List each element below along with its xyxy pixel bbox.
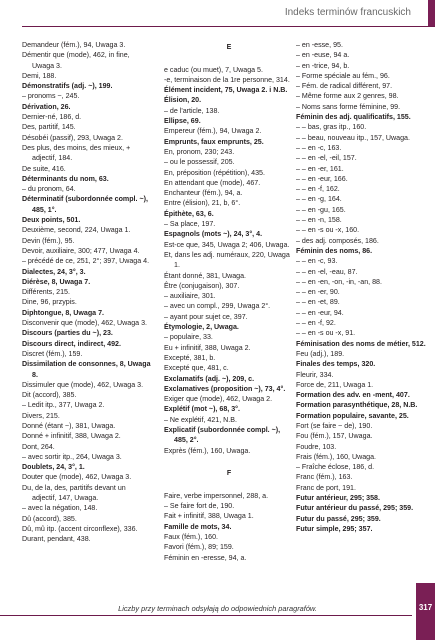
index-entry: Discret (fém.), 159.: [22, 349, 83, 358]
index-entry: – de l'article, 138.: [164, 106, 220, 115]
index-entry: Eu + infinitif, 388, Uwaga 2.: [164, 343, 251, 352]
index-entry: Discours direct, indirect, 492.: [22, 339, 121, 348]
index-entry: – – beau, nouveau itp., 157, Uwaga.: [296, 133, 410, 142]
index-entry: Démentir que (mode), 462, in fine, Uwaga 3.: [22, 51, 130, 70]
index-entry: – – en -eur, 94.: [296, 308, 344, 317]
index-entry: Diphtongue, 8, Uwaga 7.: [22, 308, 104, 317]
index-entry: Dialectes, 24, 3°, 3.: [22, 267, 86, 276]
index-entry: – – en -el, -eau, 87.: [296, 267, 358, 276]
index-entry: Empereur (fém.), 94, Uwaga 2.: [164, 127, 262, 136]
index-entry: Exclamatifs (adj. ~), 209, c.: [164, 374, 255, 383]
index-entry: Divers, 215.: [22, 411, 60, 420]
index-entry: – Même forme aux 2 genres, 98.: [296, 92, 399, 101]
index-entry: Famille de mots, 34.: [164, 522, 232, 531]
index-entry: Est-ce que, 345, Uwaga 2; 406, Uwaga.: [164, 240, 290, 249]
index-entry: – populaire, 33.: [164, 333, 213, 342]
index-entry: Être (conjugaison), 307.: [164, 281, 240, 290]
index-entry: – pronoms ~, 245.: [22, 92, 80, 101]
index-entry: Épithète, 63, 6.: [164, 209, 214, 218]
index-entry: Désobéi (passif), 293, Uwaga 2.: [22, 133, 123, 142]
index-entry: Favori (fém.), 89; 159.: [164, 543, 234, 552]
index-entry: – – en -eur, 166.: [296, 174, 348, 183]
index-entry: Franc de port, 191.: [296, 483, 356, 492]
index-entry: Durant, pendant, 438.: [22, 535, 91, 544]
index-entry: Force de, 211, Uwaga 1.: [296, 380, 374, 389]
index-entry: Féminisation des noms de métier, 512.: [296, 339, 426, 348]
index-entry: Diérèse, 8, Uwaga 7.: [22, 277, 91, 286]
footer-rule: [0, 615, 412, 616]
index-entry: Dû (accord), 385.: [22, 514, 77, 523]
index-entry: Futur du passé, 295; 359.: [296, 514, 381, 523]
index-entry: – – en -s ou -x, 91.: [296, 329, 356, 338]
index-entry: Dit (accord), 385.: [22, 391, 77, 400]
index-entry: – – en -er, 90.: [296, 288, 340, 297]
index-entry: Deux points, 501.: [22, 216, 81, 225]
index-entry: – en -euse, 94 a.: [296, 51, 350, 60]
index-entry: Entre (élision), 21, b, 6°.: [164, 199, 241, 208]
index-entry: Doublets, 24, 3°, 1.: [22, 463, 85, 472]
index-entry: Deuxième, second, 224, Uwaga 1.: [22, 226, 131, 235]
index-entry: Étymologie, 2, Uwaga.: [164, 323, 239, 332]
index-entry: Disconvenir que (mode), 462, Uwaga 3.: [22, 319, 147, 328]
index-entry: Dû, mû itp. (accent circonflexe), 336.: [22, 524, 138, 533]
index-entry: – – en -f, 92.: [296, 319, 336, 328]
index-entry: – Ledit itp., 377, Uwaga 2.: [22, 401, 105, 410]
index-entry: Différents, 215.: [22, 288, 70, 297]
page-header-title: Indeks terminów francuskich: [284, 7, 411, 18]
index-entry: Fort (se faire ~ de), 190.: [296, 421, 373, 430]
index-entry: Féminin des noms, 86.: [296, 246, 373, 255]
index-entry: Démonstratifs (adj. ~), 199.: [22, 82, 113, 91]
index-entry: – – bas, gras itp., 160.: [296, 123, 367, 132]
index-column-3: [296, 40, 426, 534]
index-entry: Futur antérieur du passé, 295; 359.: [296, 504, 414, 513]
index-entry: Demi, 188.: [22, 71, 57, 80]
index-entry: Formation des adv. en -ment, 407.: [296, 391, 410, 400]
index-entry: Formation parasynthétique, 28, N.B.: [296, 401, 418, 410]
index-entry: – – en -c, 93.: [296, 257, 338, 266]
index-entry: – en -esse, 95.: [296, 41, 343, 49]
index-entry: Faux (fém.), 160.: [164, 532, 219, 541]
index-entry: – – en -n, 158.: [296, 216, 342, 225]
index-entry: Foudre, 103.: [296, 442, 337, 451]
index-entry: [164, 456, 294, 466]
index-entry: – – en -g, 164.: [296, 195, 342, 204]
index-entry: Dont, 264.: [22, 442, 55, 451]
index-entry: – Noms sans forme féminine, 99.: [296, 102, 401, 111]
index-entry: – – en -s ou -x, 160.: [296, 226, 360, 235]
index-entry: [164, 54, 294, 64]
index-entry: Fait + infinitif, 388, Uwaga 1.: [164, 512, 254, 521]
index-entry: Exclamatives (proposition ~), 73, 4°.: [164, 384, 286, 393]
index-entry: Élision, 20.: [164, 96, 202, 105]
index-entry: Espagnols (mots ~), 24, 3°, 4.: [164, 230, 263, 239]
index-entry: – Se faire fort de, 190.: [164, 502, 235, 511]
index-entry: Discours (parties du ~), 23.: [22, 329, 113, 338]
index-entry: Futur simple, 295; 357.: [296, 524, 373, 533]
index-entry: Déterminants du nom, 63.: [22, 174, 109, 183]
header-color-tab: [428, 0, 435, 26]
index-entry: – Ne explétif, 421, N.B.: [164, 415, 237, 424]
index-entry: – avec la négation, 148.: [22, 504, 98, 513]
index-entry: Explicatif (subordonnée compl. ~), 485, 2°.: [164, 425, 281, 445]
index-entry: Devoir, auxiliaire, 300; 477, Uwaga 4.: [22, 246, 140, 255]
index-entry: Douter que (mode), 462, Uwaga 3.: [22, 473, 132, 482]
index-entry: [164, 480, 294, 490]
index-column-1: [22, 40, 152, 545]
index-entry: Faire, verbe impersonnel, 288, a.: [164, 491, 269, 500]
index-entry: – Fraîche éclose, 186, d.: [296, 463, 375, 472]
index-entry: – – en -en, -on, -in, -an, 88.: [296, 277, 382, 286]
index-entry: Explétif (mot ~), 68, 3°.: [164, 405, 240, 414]
index-entry: – – en -c, 163.: [296, 143, 342, 152]
index-entry: Du, de la, des, partitifs devant un adjectif, 147, Uwaga.: [22, 483, 126, 503]
index-entry: – ayant pour sujet ce, 397.: [164, 312, 248, 321]
index-entry: Fleurir, 334.: [296, 370, 334, 379]
footer-note: Liczby przy terminach odsyłają do odpowiednich paragrafów.: [118, 604, 317, 613]
index-entry: – – en -er, 161.: [296, 164, 344, 173]
index-entry: Feu (adj.), 189.: [296, 349, 345, 358]
index-entry: – des adj. composés, 186.: [296, 236, 379, 245]
index-entry: Devin (fém.), 95.: [22, 236, 75, 245]
index-entry: e caduc (ou muet), 7, Uwaga 5.: [164, 65, 263, 74]
index-entry: En, préposition (répétition), 435.: [164, 168, 265, 177]
index-entry: Des, partitif, 145.: [22, 123, 76, 132]
index-entry: Dine, 96, przypis.: [22, 298, 77, 307]
index-entry: – – en -el, -eil, 157.: [296, 154, 357, 163]
index-entry: Dernier-né, 186, d.: [22, 113, 82, 122]
index-entry: – précédé de ce, 251, 2°; 397, Uwaga 4.: [22, 257, 150, 266]
index-entry: – avec un compl., 299, Uwaga 2°.: [164, 302, 271, 311]
index-entry: – auxiliaire, 301.: [164, 292, 216, 301]
index-entry: – en -trice, 94, b.: [296, 61, 350, 70]
index-entry: Donné (étant ~), 381, Uwaga.: [22, 421, 116, 430]
index-entry: – Sa place, 197.: [164, 220, 216, 229]
index-entry: Fou (fém.), 157, Uwaga.: [296, 432, 373, 441]
index-entry: Dissimilation de consonnes, 8, Uwaga 8.: [22, 360, 151, 379]
index-entry: Ellipse, 69.: [164, 117, 201, 126]
index-entry: En, pronom, 230; 243.: [164, 147, 235, 156]
index-entry: Emprunts, faux emprunts, 25.: [164, 137, 264, 146]
index-entry: Exiger que (mode), 462, Uwaga 2.: [164, 395, 273, 404]
page-number: 317: [418, 603, 433, 612]
index-entry: – du pronom, 64.: [22, 185, 76, 194]
index-entry: Finales des temps, 320.: [296, 360, 376, 369]
index-entry: De suite, 416.: [22, 164, 66, 173]
header-rule: [22, 26, 435, 27]
index-entry: Exprès (fém.), 160, Uwaga.: [164, 446, 251, 455]
index-entry: Excepté, 381, b.: [164, 353, 216, 362]
index-entry: Excepté que, 481, c.: [164, 364, 229, 373]
index-entry: Dérivation, 26.: [22, 102, 71, 111]
index-entry: Frais (fém.), 160, Uwaga.: [296, 452, 377, 461]
index-entry: – – en -f, 162.: [296, 185, 340, 194]
index-entry: – avec sortir itp., 264, Uwaga 3.: [22, 452, 122, 461]
index-entry: – – en -et, 89.: [296, 298, 340, 307]
index-entry: Futur antérieur, 295; 358.: [296, 494, 380, 503]
index-entry: Féminin en -eresse, 94, a.: [164, 553, 247, 562]
index-entry: -e, terminaison de la 1re personne, 314.: [164, 75, 290, 84]
index-entry: Dissimuler que (mode), 462, Uwaga 3.: [22, 380, 144, 389]
index-entry: Demandeur (fém.), 94, Uwaga 3.: [22, 41, 126, 49]
index-section-letter: E: [226, 43, 232, 51]
index-entry: Déterminatif (subordonnée compl. ~), 485, 1°.: [22, 195, 148, 214]
index-entry: Formation populaire, savante, 25.: [296, 411, 409, 420]
index-entry: – Forme spéciale au fém., 96.: [296, 71, 390, 80]
index-entry: – – en -gu, 165.: [296, 205, 346, 214]
index-entry: En attendant que (mode), 467.: [164, 178, 261, 187]
index-entry: Enchanteur (fém.), 94, a.: [164, 189, 243, 198]
index-column-2: [164, 40, 294, 563]
index-entry: Féminin des adj. qualificatifs, 155.: [296, 113, 411, 122]
index-entry: Franc (fém.), 163.: [296, 473, 353, 482]
index-entry: Étant donné, 381, Uwaga.: [164, 271, 247, 280]
index-entry: Des plus, des moins, des mieux, + adjectif, 184.: [22, 143, 131, 163]
index-entry: Donné + infinitif, 388, Uwaga 2.: [22, 432, 121, 441]
index-entry: – ou le possessif, 205.: [164, 158, 235, 167]
index-entry: – Fém. de radical différent, 97.: [296, 82, 393, 91]
index-entry: Et, dans les adj. numéraux, 220, Uwaga 1.: [164, 250, 290, 270]
index-section-letter: F: [226, 469, 232, 478]
index-entry: Élément incident, 75, Uwaga 2. i N.B.: [164, 86, 288, 95]
